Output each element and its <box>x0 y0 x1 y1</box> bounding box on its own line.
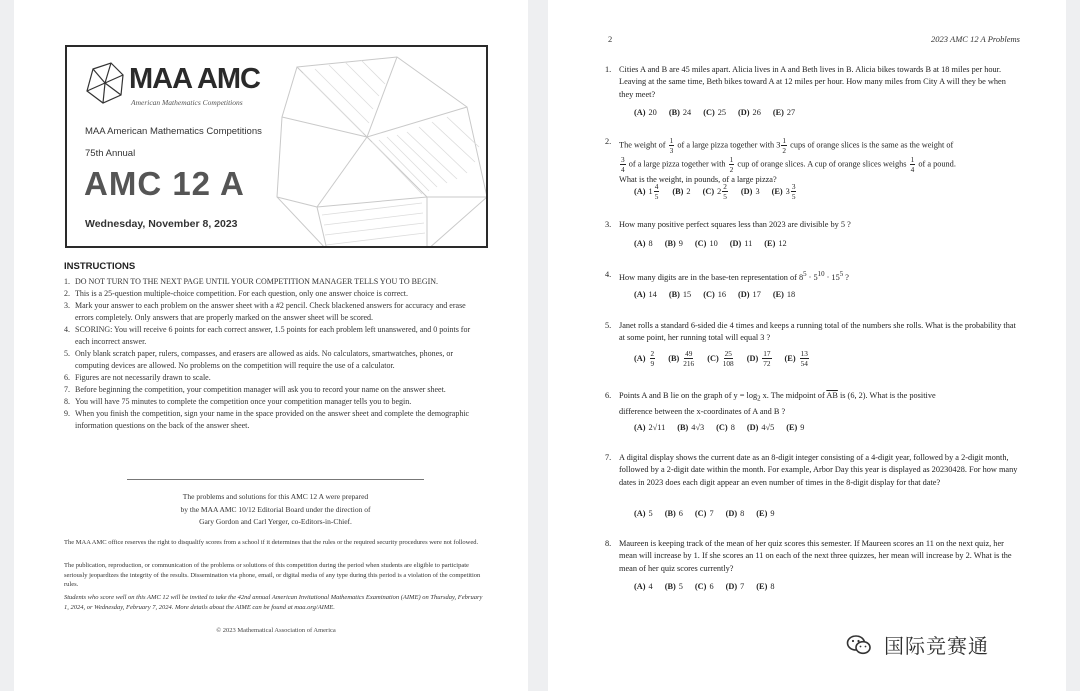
divider <box>127 479 424 480</box>
answer-choice[interactable] <box>703 108 726 117</box>
answer-choice[interactable] <box>747 349 773 368</box>
problem-number: 5. <box>605 321 612 330</box>
problem-7 <box>605 452 1022 489</box>
answer-choice[interactable] <box>773 290 795 299</box>
answer-choice[interactable] <box>665 509 683 518</box>
problem-number: 3. <box>605 220 612 229</box>
problem-text: Janet rolls a standard 6-sided die 4 times and keeps a running total of the numbers she rolls. What is the probability that at some point, her running total will equal 3 ? <box>619 321 1016 343</box>
wechat-icon <box>846 632 872 658</box>
answer-choice[interactable] <box>707 349 734 368</box>
logo-subtitle: American Mathematics Competitions <box>131 98 243 107</box>
problem-8 <box>605 538 1022 575</box>
choice-value: 4 <box>648 582 653 591</box>
numerator: 2 <box>650 349 655 358</box>
instruction-number: 2. <box>64 289 70 298</box>
text-run: · 5 <box>806 272 818 282</box>
choice-letter: (B) <box>664 239 676 248</box>
watermark-text: 国际竞赛通 <box>884 634 989 658</box>
text-run: Points A and B lie on the graph of y = log <box>619 391 758 400</box>
answer-choices <box>634 349 822 368</box>
choice-letter: (C) <box>694 509 707 518</box>
problem-2 <box>605 136 1022 186</box>
contest-date: Wednesday, November 8, 2023 <box>85 218 238 230</box>
numerator: 2 <box>723 182 727 191</box>
choice-letter: (E) <box>784 354 796 363</box>
fraction <box>800 349 809 368</box>
problem-4 <box>605 269 1022 284</box>
choice-letter: (C) <box>703 290 715 299</box>
instruction-item <box>64 348 484 372</box>
choice-letter: (E) <box>786 423 798 432</box>
choice-value: 25 <box>717 108 727 117</box>
choice-value: 27 <box>786 108 796 117</box>
numerator: 17 <box>763 349 771 358</box>
numerator: 1 <box>669 136 674 145</box>
page-number: 2 <box>608 34 613 44</box>
answer-choices <box>634 582 787 591</box>
numerator: 1 <box>910 155 915 164</box>
answer-choice[interactable] <box>665 239 683 248</box>
choice-value: 9 <box>678 239 683 248</box>
problem-5 <box>605 320 1022 345</box>
choice-value: 8 <box>740 509 745 518</box>
exponent: 10 <box>817 271 825 278</box>
text-run: of a pound. <box>918 159 956 169</box>
fraction <box>910 155 916 174</box>
fraction <box>620 155 626 174</box>
numerator: 1 <box>782 136 787 145</box>
problem-number: 7. <box>605 453 612 462</box>
choice-letter: (B) <box>668 108 680 117</box>
choice-letter: (D) <box>738 290 750 299</box>
choice-value: 4√5 <box>761 423 775 432</box>
answer-choice[interactable] <box>738 290 761 299</box>
choice-value: 4√3 <box>691 423 705 432</box>
instruction-text: DO NOT TURN TO THE NEXT PAGE UNTIL YOUR COMPETITION MANAGER TELLS YOU TO BEGIN. <box>75 277 439 286</box>
denominator: 9 <box>650 359 655 368</box>
choice-letter: (B) <box>664 582 676 591</box>
instruction-text: SCORING: You will receive 6 points for each correct answer, 1.5 points for each problem left unanswered, and 0 points for each incorrect answer. <box>75 325 471 346</box>
answer-choice[interactable] <box>716 423 735 432</box>
numerator: 3 <box>791 182 796 191</box>
answer-choice[interactable] <box>634 349 656 368</box>
answer-choice[interactable] <box>730 239 753 248</box>
instruction-number: 3. <box>64 301 70 310</box>
fraction <box>781 136 787 155</box>
choice-value: 5 <box>678 582 683 591</box>
choice-value: 26 <box>752 108 761 117</box>
choice-value: 17 <box>752 290 761 299</box>
instruction-item <box>64 408 484 432</box>
denominator: 5 <box>654 192 659 201</box>
choice-letter: (D) <box>725 509 738 518</box>
whole-part: 3 <box>785 187 790 196</box>
answer-choice[interactable] <box>634 182 660 201</box>
text-run: How many digits are in the base-ten representation of 8 <box>619 272 804 282</box>
answer-choice[interactable] <box>756 582 774 591</box>
denominator: 72 <box>763 359 771 368</box>
answer-choice[interactable] <box>756 509 774 518</box>
numerator: 3 <box>621 155 625 164</box>
choice-letter: (D) <box>738 108 750 117</box>
text-run: is (6, 2). What is the positive <box>837 391 936 400</box>
answer-choice[interactable] <box>695 582 714 591</box>
contest-title: AMC 12 A <box>84 165 245 202</box>
exponent: 5 <box>803 271 807 278</box>
fraction <box>729 155 735 174</box>
choice-value: 8 <box>770 582 775 591</box>
instruction-item <box>64 276 484 288</box>
denominator: 2 <box>782 146 787 155</box>
answer-choice[interactable] <box>772 182 798 201</box>
denominator: 4 <box>910 165 915 174</box>
choice-value: 20 <box>648 108 657 117</box>
credits-line: Gary Gordon and Carl Yerger, co-Editors-in-Chief. <box>199 517 352 526</box>
answer-choices <box>634 423 816 432</box>
answer-choice[interactable] <box>747 423 774 432</box>
denominator: 5 <box>791 192 796 201</box>
choice-letter: (C) <box>694 582 707 591</box>
instructions-list <box>64 276 484 432</box>
answer-choice[interactable] <box>677 423 704 432</box>
answer-choice[interactable] <box>738 108 761 117</box>
fraction <box>650 349 656 368</box>
choice-value: 16 <box>717 290 727 299</box>
answer-choice[interactable] <box>773 108 795 117</box>
copyright: © 2023 Mathematical Association of America <box>216 627 336 634</box>
numerator: 4 <box>654 182 659 191</box>
numerator: 25 <box>724 349 732 358</box>
answer-choice[interactable] <box>764 239 786 248</box>
logo-wordmark: MAA AMC <box>129 63 260 95</box>
instruction-item <box>64 372 484 384</box>
choice-value: 8 <box>648 239 653 248</box>
problem-text: How many positive perfect squares less than 2023 are divisible by 5 ? <box>619 220 851 229</box>
fraction <box>762 349 771 368</box>
text-run: The weight of <box>619 140 666 150</box>
choice-letter: (A) <box>634 239 646 248</box>
instructions-heading: INSTRUCTIONS <box>64 261 136 272</box>
fine-print-publication: The publication, reproduction, or communication of the problems or solutions of this competition during the period when students are eligible to participate seriously jeopardizes the integrity of the results. Dissemination via phone, email, or digital media of any type during this period is a violation of the competition rules. <box>64 562 481 588</box>
answer-choice[interactable] <box>785 349 810 368</box>
choice-letter: (A) <box>634 582 646 591</box>
credits-line: by the MAA AMC 10/12 Editorial Board under the direction of <box>180 504 371 514</box>
choice-value: 7 <box>740 582 745 591</box>
problem-number: 2. <box>605 137 612 146</box>
choice-letter: (D) <box>746 354 759 363</box>
whole-part: 2 <box>717 187 722 196</box>
choice-letter: (C) <box>702 187 715 196</box>
choice-letter: (A) <box>634 423 646 432</box>
fine-print-disqualify: The MAA AMC office reserves the right to disqualify scores from a school if it determines that the rules or the required security procedures were not followed. <box>64 539 479 546</box>
instruction-text: When you finish the competition, sign your name in the space provided on the answer sheet and complete the demographic information questions on the back of the answer sheet. <box>75 409 470 430</box>
fine-print-aime: Students who score well on this AMC 12 will be invited to take the 42nd annual American Invitational Mathematics Examination (AIME) on Thursday, February 1, 2024, or Wednesday, February 7, 2024. More details about the AIME can be found at maa.org/AIME. <box>64 594 483 611</box>
problem-3 <box>605 219 1022 231</box>
choice-letter: (E) <box>772 108 784 117</box>
choice-letter: (E) <box>771 187 783 196</box>
fraction <box>722 182 728 201</box>
instruction-number: 4. <box>64 325 70 334</box>
denominator: 216 <box>683 359 695 368</box>
denominator: 54 <box>800 359 808 368</box>
denominator: 108 <box>722 359 734 368</box>
choice-letter: (A) <box>634 509 646 518</box>
instruction-number: 9. <box>64 409 70 418</box>
answer-choice[interactable] <box>786 423 804 432</box>
text-run: ? <box>843 272 849 282</box>
problem-line <box>619 136 1022 155</box>
instruction-item <box>64 324 484 348</box>
problem-text <box>619 269 1022 284</box>
problem-6 <box>605 390 1022 418</box>
choice-letter: (B) <box>668 354 680 363</box>
numerator: 13 <box>800 349 808 358</box>
numerator: 49 <box>685 349 693 358</box>
problem-text: A digital display shows the current date as an 8-digit integer consisting of a 4-digit year, followed by a 2-digit month, followed by a 2-digit date within the month. For example, Arbor Day this year is displayed as 20230428. For how many dates in 2023 does each digit appear an even number of times in the 8-digit display for that date? <box>619 453 1018 487</box>
denominator: 2 <box>729 165 734 174</box>
choice-value: 14 <box>648 290 657 299</box>
answer-choices <box>634 509 787 518</box>
whole-part: 1 <box>648 187 653 196</box>
instruction-text: Only blank scratch paper, rulers, compasses, and erasers are allowed as aids. No calculators, smartwatches, phones, or computing devices are allowed. No problems on the competition will require the use of a calculator. <box>75 349 453 370</box>
exponent: 5 <box>839 271 844 278</box>
choice-value: 9 <box>770 509 775 518</box>
problem-number: 4. <box>605 270 612 279</box>
choice-value: 6 <box>678 509 683 518</box>
answer-choice[interactable] <box>668 349 695 368</box>
choice-value: 10 <box>709 239 718 248</box>
choice-value: 8 <box>730 423 735 432</box>
instruction-item <box>64 384 484 396</box>
instruction-item <box>64 288 484 300</box>
answer-choice[interactable] <box>634 290 657 299</box>
instruction-number: 1. <box>64 277 70 286</box>
answer-choice[interactable] <box>669 108 691 117</box>
credits <box>127 491 424 529</box>
choice-letter: (E) <box>764 239 776 248</box>
text-run: x. The midpoint of <box>760 391 827 400</box>
answer-choice[interactable] <box>741 187 760 196</box>
credits-line: The problems and solutions for this AMC 12 A were prepared <box>182 492 369 501</box>
fraction <box>669 136 675 155</box>
instruction-text: You will have 75 minutes to complete the competition once your competition manager tells you to begin. <box>75 397 412 406</box>
subscript: 2 <box>757 395 761 403</box>
choice-value: 2√11 <box>648 423 666 432</box>
fraction <box>683 349 694 368</box>
choice-letter: (D) <box>725 582 738 591</box>
choice-letter: (B) <box>672 187 684 196</box>
choice-letter: (B) <box>677 423 689 432</box>
choice-value: 24 <box>682 108 692 117</box>
choice-letter: (B) <box>664 509 676 518</box>
choice-letter: (E) <box>772 290 784 299</box>
text-run: cups of orange slices is the same as the weight of <box>790 140 954 150</box>
choice-value: 6 <box>709 582 714 591</box>
choice-value: 12 <box>778 239 787 248</box>
text-run: of a large pizza together with 3 <box>677 140 781 150</box>
choice-letter: (E) <box>756 582 768 591</box>
answer-choice[interactable] <box>703 290 726 299</box>
choice-value: 2 <box>686 187 691 196</box>
text-run: of a large pizza together with <box>628 159 726 169</box>
answer-choice[interactable] <box>726 509 745 518</box>
denominator: 4 <box>621 165 625 174</box>
problem-line <box>619 155 1022 174</box>
answer-choice[interactable] <box>634 509 653 518</box>
problem-1 <box>605 64 1022 101</box>
answer-choice[interactable] <box>634 423 665 432</box>
choice-letter: (D) <box>729 239 742 248</box>
answer-choices <box>634 239 799 248</box>
problem-line: difference between the x-coordinates of A and B ? <box>619 406 786 416</box>
choice-letter: (C) <box>707 354 719 363</box>
choice-letter: (A) <box>634 290 646 299</box>
fraction <box>791 182 797 201</box>
text-run: cup of orange slices. A cup of orange slices weighs <box>737 159 907 169</box>
answer-choice[interactable] <box>634 239 653 248</box>
annual-label: 75th Annual <box>85 148 136 159</box>
answer-choices <box>634 290 807 299</box>
choice-letter: (C) <box>716 423 728 432</box>
cover-page <box>14 0 528 691</box>
choice-letter: (D) <box>740 187 753 196</box>
choice-letter: (D) <box>746 423 759 432</box>
fraction <box>654 182 660 201</box>
answer-choice[interactable] <box>634 582 653 591</box>
cover-box <box>65 45 488 248</box>
instruction-number: 6. <box>64 373 70 382</box>
instruction-number: 7. <box>64 385 70 394</box>
denominator: 3 <box>669 146 674 155</box>
choice-value: 9 <box>800 423 805 432</box>
choice-letter: (C) <box>694 239 707 248</box>
answer-choice[interactable] <box>665 582 683 591</box>
answer-choice[interactable] <box>703 182 729 201</box>
choice-letter: (E) <box>756 509 768 518</box>
problem-line <box>619 390 1022 406</box>
organization-name: MAA American Mathematics Competitions <box>85 126 262 137</box>
instruction-text: Mark your answer to each problem on the answer sheet with a #2 pencil. Check blackened answers for accuracy and erase errors completely. Only answers that are properly marked on the answer sheet will be scored. <box>75 301 466 322</box>
instruction-text: Before beginning the competition, your competition manager will ask you to record your name on the answer sheet. <box>75 385 446 394</box>
instruction-number: 8. <box>64 397 70 406</box>
problems-page <box>548 0 1066 691</box>
choice-value: 3 <box>755 187 760 196</box>
instruction-text: This is a 25-question multiple-choice competition. For each question, only one answer choice is correct. <box>75 289 409 298</box>
text-run: · 15 <box>824 272 840 282</box>
running-header: 2023 AMC 12 A Problems <box>931 34 1020 44</box>
choice-value: 5 <box>648 509 653 518</box>
segment-label: $\overline{AB}$ <box>826 391 838 400</box>
choice-letter: (A) <box>634 354 646 363</box>
problem-text: Cities A and B are 45 miles apart. Alicia lives in A and Beth lives in B. Alicia bikes towards B at 18 miles per hour. Leaving at the same time, Beth bikes toward A at 12 miles per hour. How many miles from City A will they be when they meet? <box>619 65 1006 99</box>
choice-letter: (B) <box>668 290 680 299</box>
choice-letter: (A) <box>634 187 646 196</box>
maa-amc-logo-icon <box>87 63 123 103</box>
instruction-item <box>64 300 484 324</box>
instruction-number: 5. <box>64 349 70 358</box>
watermark <box>846 630 989 659</box>
choice-letter: (C) <box>703 108 715 117</box>
problem-line: What is the weight, in pounds, of a large pizza? <box>619 175 777 184</box>
choice-value: 11 <box>744 239 753 248</box>
choice-letter: (A) <box>634 108 646 117</box>
problem-text: Maureen is keeping track of the mean of her quiz scores this semester. If Maureen scores an 11 on the next quiz, her mean will increase by 1. If she scores an 11 on each of the next three quizzes, her mean will increase by 2. What is the mean of her quiz scores currently? <box>619 539 1012 573</box>
answer-choice[interactable] <box>695 239 718 248</box>
choice-value: 15 <box>682 290 692 299</box>
choice-value: 7 <box>709 509 714 518</box>
choice-value: 18 <box>786 290 796 299</box>
answer-choices <box>634 108 807 117</box>
problem-number: 8. <box>605 539 612 548</box>
numerator: 1 <box>729 155 734 164</box>
instruction-text: Figures are not necessarily drawn to scale. <box>75 373 211 382</box>
denominator: 5 <box>723 192 727 201</box>
answer-choice[interactable] <box>634 108 657 117</box>
answer-choice[interactable] <box>672 187 690 196</box>
answer-choice[interactable] <box>669 290 691 299</box>
problem-number: 1. <box>605 65 612 74</box>
problem-number: 6. <box>605 391 612 400</box>
instruction-item <box>64 396 484 408</box>
answer-choice[interactable] <box>726 582 745 591</box>
fraction <box>723 349 734 368</box>
answer-choices <box>634 182 809 201</box>
answer-choice[interactable] <box>695 509 714 518</box>
